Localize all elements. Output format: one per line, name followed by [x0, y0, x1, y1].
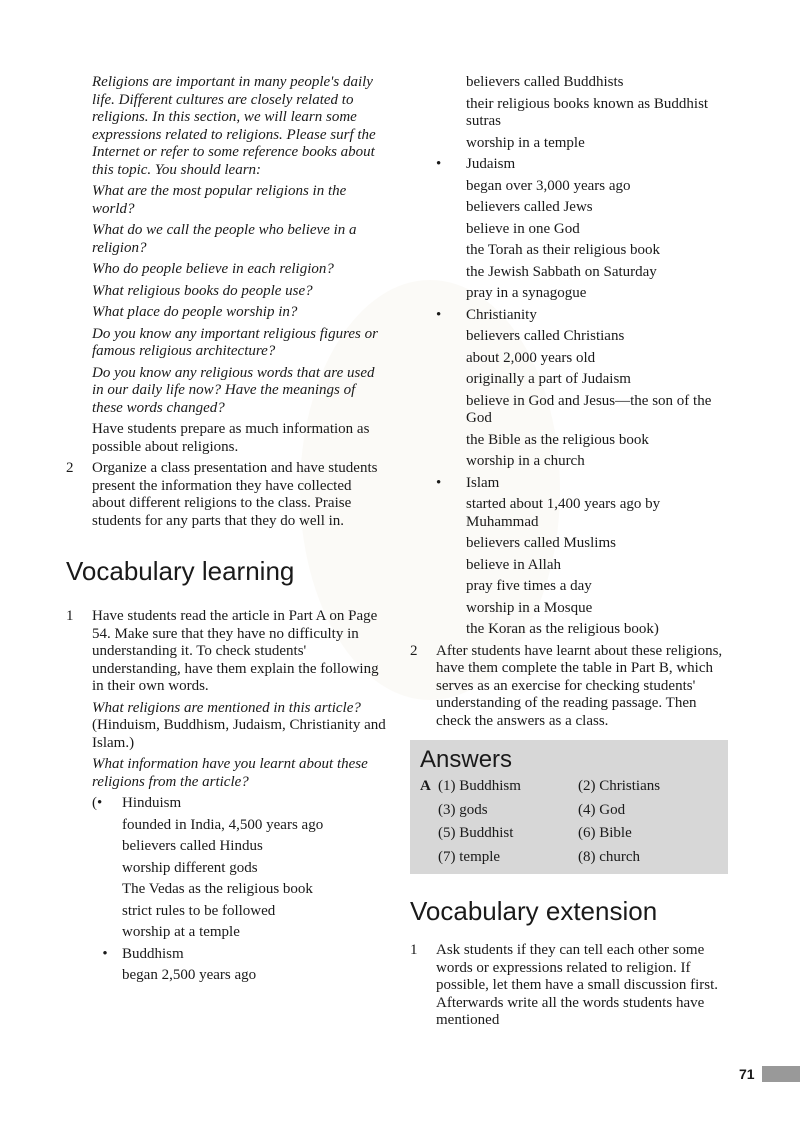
numbered-item-2: [66, 460, 388, 530]
answer-item: [578, 778, 718, 796]
answers-label: A: [420, 778, 431, 794]
buddhism-line: their religious books known as Buddhist sutras: [466, 95, 709, 129]
answers-grid: [420, 778, 718, 866]
answer-text: (4) God: [578, 801, 626, 818]
answers-heading: Answers: [420, 746, 513, 773]
answer-item: [420, 849, 578, 867]
bullet-marker: •: [102, 945, 108, 962]
answer-text: (5) Buddhist: [438, 825, 514, 841]
answer-text: (8) church: [578, 848, 641, 865]
item-text: Have students read the article in Part A on Page 54. Make sure that they have no difficulty in understanding it. To check students' understanding, have them explain the following in their own words.: [92, 608, 379, 694]
hinduism-line: founded in India, 4,500 years ago: [122, 816, 324, 833]
question-7: Do you know any religious words that are used in our daily life now? Have the meanings of these words changed?: [92, 364, 375, 416]
page-number: 71: [739, 1066, 755, 1082]
bullet-marker: (•: [92, 795, 103, 811]
buddhism-line: believers called Buddhists: [466, 74, 624, 90]
christianity-line: worship in a church: [466, 453, 585, 469]
bullet-title: Judaism: [466, 156, 516, 172]
islam-line: worship in a Mosque: [466, 599, 593, 616]
hinduism-line: worship different gods: [122, 859, 258, 876]
question-text: What religions are mentioned in this article?: [92, 699, 361, 716]
bullet-marker: •: [436, 474, 442, 491]
item-text: After students have learnt about these religions, have them complete the table in Part B, which serves as an exercise for checking students' understanding of the reading passage. Then check the answers as a class.: [436, 642, 723, 729]
item-text: Ask students if they can tell each other some words or expressions related to religion. If possible, let them have a small discussion first. Afterwards write all the words students have mentioned: [436, 942, 719, 1028]
islam-line: the Koran as the religious book): [466, 621, 659, 637]
bullet-marker: •: [436, 156, 442, 172]
vocabulary-learning-heading: Vocabulary learning: [66, 556, 295, 586]
christianity-line: the Bible as the religious book: [466, 431, 649, 448]
question-religions: [92, 700, 388, 753]
judaism-line: pray in a synagogue: [466, 285, 587, 301]
item-number: 2: [66, 460, 74, 476]
hinduism-line: believers called Hindus: [122, 838, 263, 854]
question-4: What religious books do people use?: [92, 282, 313, 299]
christianity-line: believers called Christians: [466, 328, 625, 344]
islam-line: believe in Allah: [466, 556, 561, 573]
hinduism-line: The Vedas as the religious book: [122, 881, 313, 897]
left-column: [66, 74, 388, 989]
item-text: Organize a class presentation and have students present the information they have collected about different religions to the class. Praise students for any parts that they do well in.: [92, 460, 378, 529]
answer-item: [578, 825, 718, 843]
islam-line: believers called Muslims: [466, 535, 616, 551]
judaism-line: believers called Jews: [466, 199, 593, 215]
bullet-marker: •: [436, 306, 442, 323]
question-6: Do you know any important religious figures or famous religious architecture?: [92, 325, 378, 359]
bullet-title: Buddhism: [122, 945, 184, 962]
page-number-bar: [762, 1066, 800, 1082]
bullet-hinduism: [92, 795, 388, 813]
answer-item: [420, 778, 578, 796]
answer-item: [578, 802, 718, 820]
item-number: 2: [410, 642, 418, 659]
answer-text: (6) Bible: [578, 825, 632, 841]
answer-text: (1) Buddhism: [438, 778, 521, 794]
judaism-line: began over 3,000 years ago: [466, 177, 631, 194]
question-3: Who do people believe in each religion?: [92, 261, 334, 277]
question-1: What are the most popular religions in the world?: [92, 183, 347, 217]
bullet-islam: [436, 475, 728, 493]
judaism-line: believe in one God: [466, 220, 580, 237]
question-information: What information have you learnt about these religions from the article?: [92, 756, 368, 790]
item-number: 1: [410, 942, 418, 958]
buddhism-line: began 2,500 years ago: [122, 967, 257, 983]
intro-paragraph: Religions are important in many people's daily life. Different cultures are closely related to religions. In this section, we will learn some expressions related to religions. Please surf the Internet or refer to some reference books about this topic. You should learn:: [92, 74, 376, 178]
question-2: What do we call the people who believe in a religion?: [92, 222, 357, 256]
judaism-line: the Torah as their religious book: [466, 242, 661, 258]
right-column: [410, 74, 728, 1034]
bullet-judaism: [436, 156, 728, 174]
vocab-item-1: [66, 608, 388, 696]
islam-line: started about 1,400 years ago by Muhammad: [466, 496, 661, 530]
bullet-title: Christianity: [466, 306, 537, 323]
answer-item: [578, 849, 718, 867]
bullet-buddhism: [92, 946, 388, 964]
hinduism-line: strict rules to be followed: [122, 902, 276, 919]
islam-line: pray five times a day: [466, 578, 592, 594]
bullet-christianity: [436, 307, 728, 325]
numbered-item-2: [410, 643, 728, 731]
answer-text: (2) Christians: [578, 778, 661, 794]
answers-box: [410, 740, 728, 874]
christianity-line: originally a part of Judaism: [466, 371, 631, 387]
vocabulary-extension-heading: Vocabulary extension: [410, 896, 658, 926]
extension-item-1: [410, 942, 728, 1030]
christianity-line: believe in God and Jesus—the son of the God: [466, 392, 712, 426]
question-5: What place do people worship in?: [92, 304, 298, 320]
judaism-line: the Jewish Sabbath on Saturday: [466, 263, 657, 280]
prepare-paragraph: Have students prepare as much information as possible about religions.: [92, 421, 370, 455]
answer-text: (3) gods: [438, 801, 488, 818]
answer-text: (7) temple: [438, 848, 501, 865]
buddhism-line: worship in a temple: [466, 134, 585, 151]
christianity-line: about 2,000 years old: [466, 349, 596, 366]
answer-text: (Hinduism, Buddhism, Judaism, Christianity and Islam.): [92, 717, 386, 751]
bullet-title: Islam: [466, 474, 500, 491]
item-number: 1: [66, 608, 74, 624]
answer-item: [420, 825, 578, 843]
bullet-title: Hinduism: [122, 795, 182, 811]
hinduism-line: worship at a temple: [122, 924, 240, 940]
answer-item: [420, 802, 578, 820]
